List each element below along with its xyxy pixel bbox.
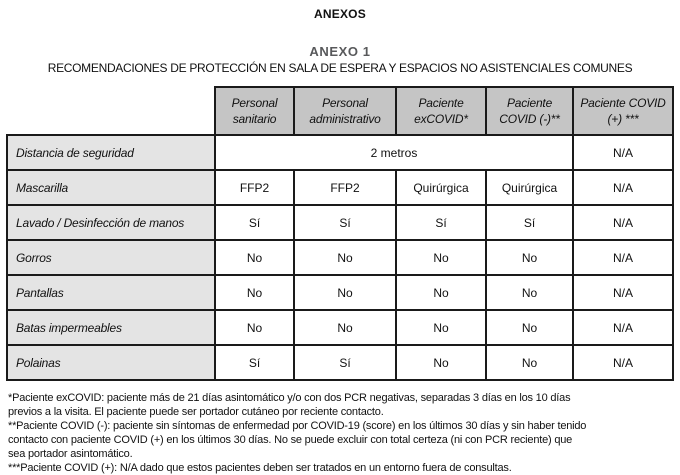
- cell-value: No: [215, 240, 294, 275]
- cell-value: Sí: [396, 205, 486, 240]
- cell-value: No: [294, 240, 396, 275]
- cell-value: No: [486, 345, 573, 380]
- footnote-covid-positivo: ***Paciente COVID (+): N/A dado que estos pacientes deben ser tratados en un entorno fuera de consultas.: [8, 462, 512, 474]
- row-label: Batas impermeables: [7, 310, 215, 345]
- footnote-excovid-line-2: previos a la visita. El paciente puede ser portador cutáneo por reciente contacto.: [8, 406, 384, 418]
- row-label: Distancia de seguridad: [7, 135, 215, 170]
- row-label: Gorros: [7, 240, 215, 275]
- cell-value: FFP2: [294, 170, 396, 205]
- document-title: ANEXOS: [314, 7, 366, 21]
- cell-value: No: [294, 275, 396, 310]
- table-corner-cell: [7, 87, 215, 135]
- cell-value: Quirúrgica: [396, 170, 486, 205]
- cell-value: N/A: [573, 135, 673, 170]
- annex-subtitle: RECOMENDACIONES DE PROTECCIÓN EN SALA DE ESPERA Y ESPACIOS NO ASISTENCIALES COMUNES: [47, 61, 633, 75]
- column-header-personal-administrativo: Personal administrativo: [294, 87, 396, 135]
- footnotes: [8, 391, 672, 475]
- recommendations-table: [6, 86, 674, 381]
- column-header-paciente-covid-negativo: Paciente COVID (-)**: [486, 87, 573, 135]
- column-header-paciente-excovid: Paciente exCOVID*: [396, 87, 486, 135]
- cell-value: N/A: [573, 205, 673, 240]
- footnote-covid-negativo-line-2: contacto con paciente COVID (+) en los últimos 30 días. No se puede excluir con total certeza (ni con PCR reciente) que: [8, 434, 573, 446]
- cell-value: N/A: [573, 275, 673, 310]
- table-row-lavado: [7, 205, 673, 240]
- row-label: Pantallas: [7, 275, 215, 310]
- cell-value: No: [396, 345, 486, 380]
- cell-value: No: [486, 310, 573, 345]
- table-row-polainas: [7, 345, 673, 380]
- cell-value: Sí: [215, 345, 294, 380]
- footnote-covid-negativo-line-3: sea portador asintomático.: [8, 448, 133, 460]
- cell-value: No: [215, 310, 294, 345]
- table-row-gorros: [7, 240, 673, 275]
- cell-value: Quirúrgica: [486, 170, 573, 205]
- column-header-personal-sanitario: Personal sanitario: [215, 87, 294, 135]
- cell-value: No: [486, 275, 573, 310]
- cell-merged-value: 2 metros: [215, 135, 573, 170]
- annex-title: ANEXO 1: [309, 44, 371, 59]
- cell-value: No: [486, 240, 573, 275]
- cell-value: No: [396, 240, 486, 275]
- cell-value: N/A: [573, 240, 673, 275]
- cell-value: Sí: [486, 205, 573, 240]
- table-row-batas: [7, 310, 673, 345]
- table-row-pantallas: [7, 275, 673, 310]
- table-header-row: [7, 87, 673, 135]
- footnote-excovid-line-1: *Paciente exCOVID: paciente más de 21 días asintomático y/o con dos PCR negativas, separadas 3 días en los 10 días: [8, 392, 571, 404]
- table-row-mascarilla: [7, 170, 673, 205]
- cell-value: No: [294, 310, 396, 345]
- cell-value: N/A: [573, 170, 673, 205]
- cell-value: Sí: [294, 205, 396, 240]
- column-header-paciente-covid-positivo: Paciente COVID (+) ***: [573, 87, 673, 135]
- cell-value: N/A: [573, 345, 673, 380]
- row-label: Mascarilla: [7, 170, 215, 205]
- row-label: Polainas: [7, 345, 215, 380]
- cell-value: No: [396, 310, 486, 345]
- cell-value: Sí: [215, 205, 294, 240]
- cell-value: No: [396, 275, 486, 310]
- cell-value: Sí: [294, 345, 396, 380]
- table-row-distancia: [7, 135, 673, 170]
- cell-value: N/A: [573, 310, 673, 345]
- row-label: Lavado / Desinfección de manos: [7, 205, 215, 240]
- cell-value: No: [215, 275, 294, 310]
- cell-value: FFP2: [215, 170, 294, 205]
- footnote-covid-negativo-line-1: **Paciente COVID (-): paciente sin síntomas de enfermedad por COVID-19 (score) en los últimos 30 días y sin haber tenido: [8, 420, 587, 432]
